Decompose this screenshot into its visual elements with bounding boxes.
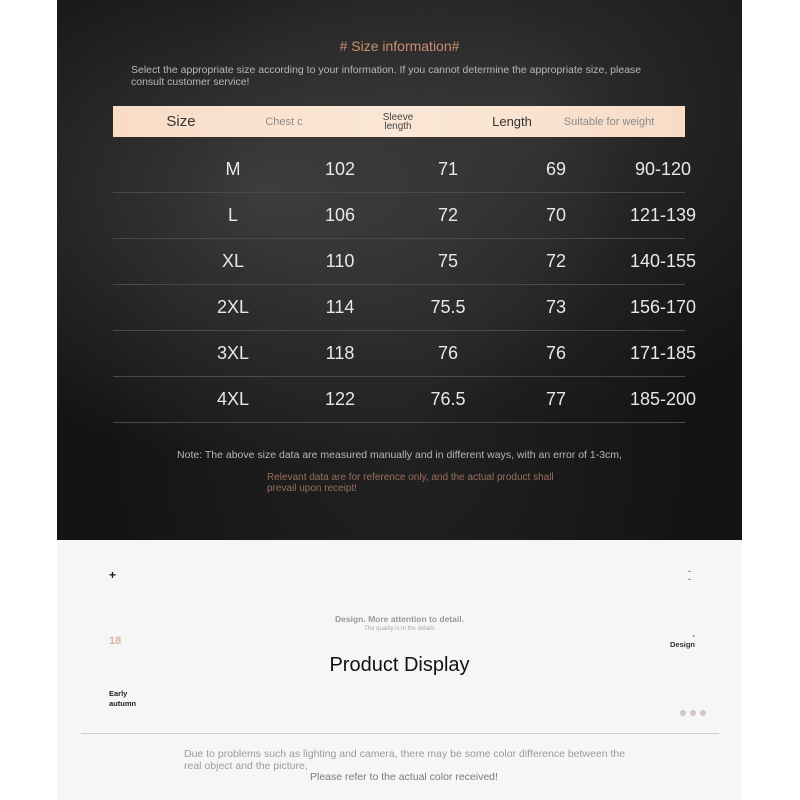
season-label: Early autumn (109, 689, 137, 708)
cell-sleeve: 71 (437, 159, 459, 179)
cell-length: 70 (545, 205, 567, 225)
cell-length: 77 (545, 389, 567, 409)
cell-weight: 185-200 (629, 389, 697, 409)
table-row (113, 377, 697, 423)
size-info-title: # Size information# (339, 38, 460, 54)
cell-sleeve: 75.5 (430, 297, 466, 317)
measurement-note: Note: The above size data are measured manually and in different ways, with an error of 1-3cm, (177, 449, 622, 461)
reference-note: Relevant data are for reference only, and the actual product shall prevail upon receipt! (267, 472, 554, 494)
design-tagline: Design. More attention to detail. (335, 614, 464, 624)
design-label: - Design (669, 631, 695, 649)
table-row (113, 285, 697, 331)
cell-length: 69 (545, 159, 567, 179)
cell-weight: 90-120 (634, 159, 692, 179)
table-row (113, 239, 697, 285)
design-label-text: Design (669, 640, 695, 649)
cell-sleeve: 76.5 (430, 389, 466, 409)
table-row (113, 193, 697, 239)
cell-chest: 102 (324, 159, 356, 179)
design-tagline-sub: The quality is in the details (364, 626, 435, 632)
cell-weight: 171-185 (629, 343, 697, 363)
cell-weight: 121-139 (629, 205, 697, 225)
dot (700, 710, 706, 716)
header-size: Size (166, 113, 196, 130)
dots-icon (680, 710, 706, 716)
product-display-title: Product Display (329, 654, 470, 676)
dot (690, 710, 696, 716)
cell-chest: 122 (324, 389, 356, 409)
cell-weight: 140-155 (629, 251, 697, 271)
cell-size: 2XL (216, 297, 250, 317)
size-information-panel (57, 0, 742, 540)
cell-chest: 110 (325, 251, 355, 271)
size-table-body (113, 147, 697, 423)
dot (680, 710, 686, 716)
header-chest: Chest c (265, 115, 303, 128)
cell-sleeve: 72 (437, 205, 459, 225)
cell-size: XL (221, 251, 245, 271)
cell-weight: 156-170 (629, 297, 697, 317)
size-info-intro: Select the appropriate size according to your information. If you cannot determine the appropriate size, please consult customer service! (131, 64, 642, 88)
cell-size: 4XL (216, 389, 250, 409)
header-weight: Suitable for weight (563, 115, 655, 128)
size-table-header (113, 106, 685, 137)
header-length: Length (492, 114, 532, 129)
cell-length: 73 (545, 297, 567, 317)
decorative-number: 18 (109, 635, 122, 647)
cell-length: 72 (545, 251, 567, 271)
cell-size: L (227, 205, 238, 225)
cell-sleeve: 75 (437, 251, 459, 271)
cell-sleeve: 76 (437, 343, 459, 363)
divider (81, 733, 719, 734)
header-sleeve-length: Sleeve length (382, 111, 414, 132)
product-display-panel (57, 540, 742, 800)
table-row (113, 331, 697, 377)
cell-length: 76 (545, 343, 567, 363)
cell-chest: 114 (325, 297, 355, 317)
table-row (113, 147, 692, 193)
color-disclaimer-2: Please refer to the actual color received! (310, 771, 498, 783)
cell-size: 3XL (216, 343, 250, 363)
color-disclaimer: Due to problems such as lighting and camera, there may be some color difference between the real object and the picture, (184, 748, 626, 772)
cell-chest: 106 (324, 205, 356, 225)
cell-size: M (225, 159, 241, 179)
cell-chest: 118 (325, 343, 355, 363)
dash-marks-icon: - - (688, 566, 691, 584)
plus-icon: + (109, 568, 117, 582)
